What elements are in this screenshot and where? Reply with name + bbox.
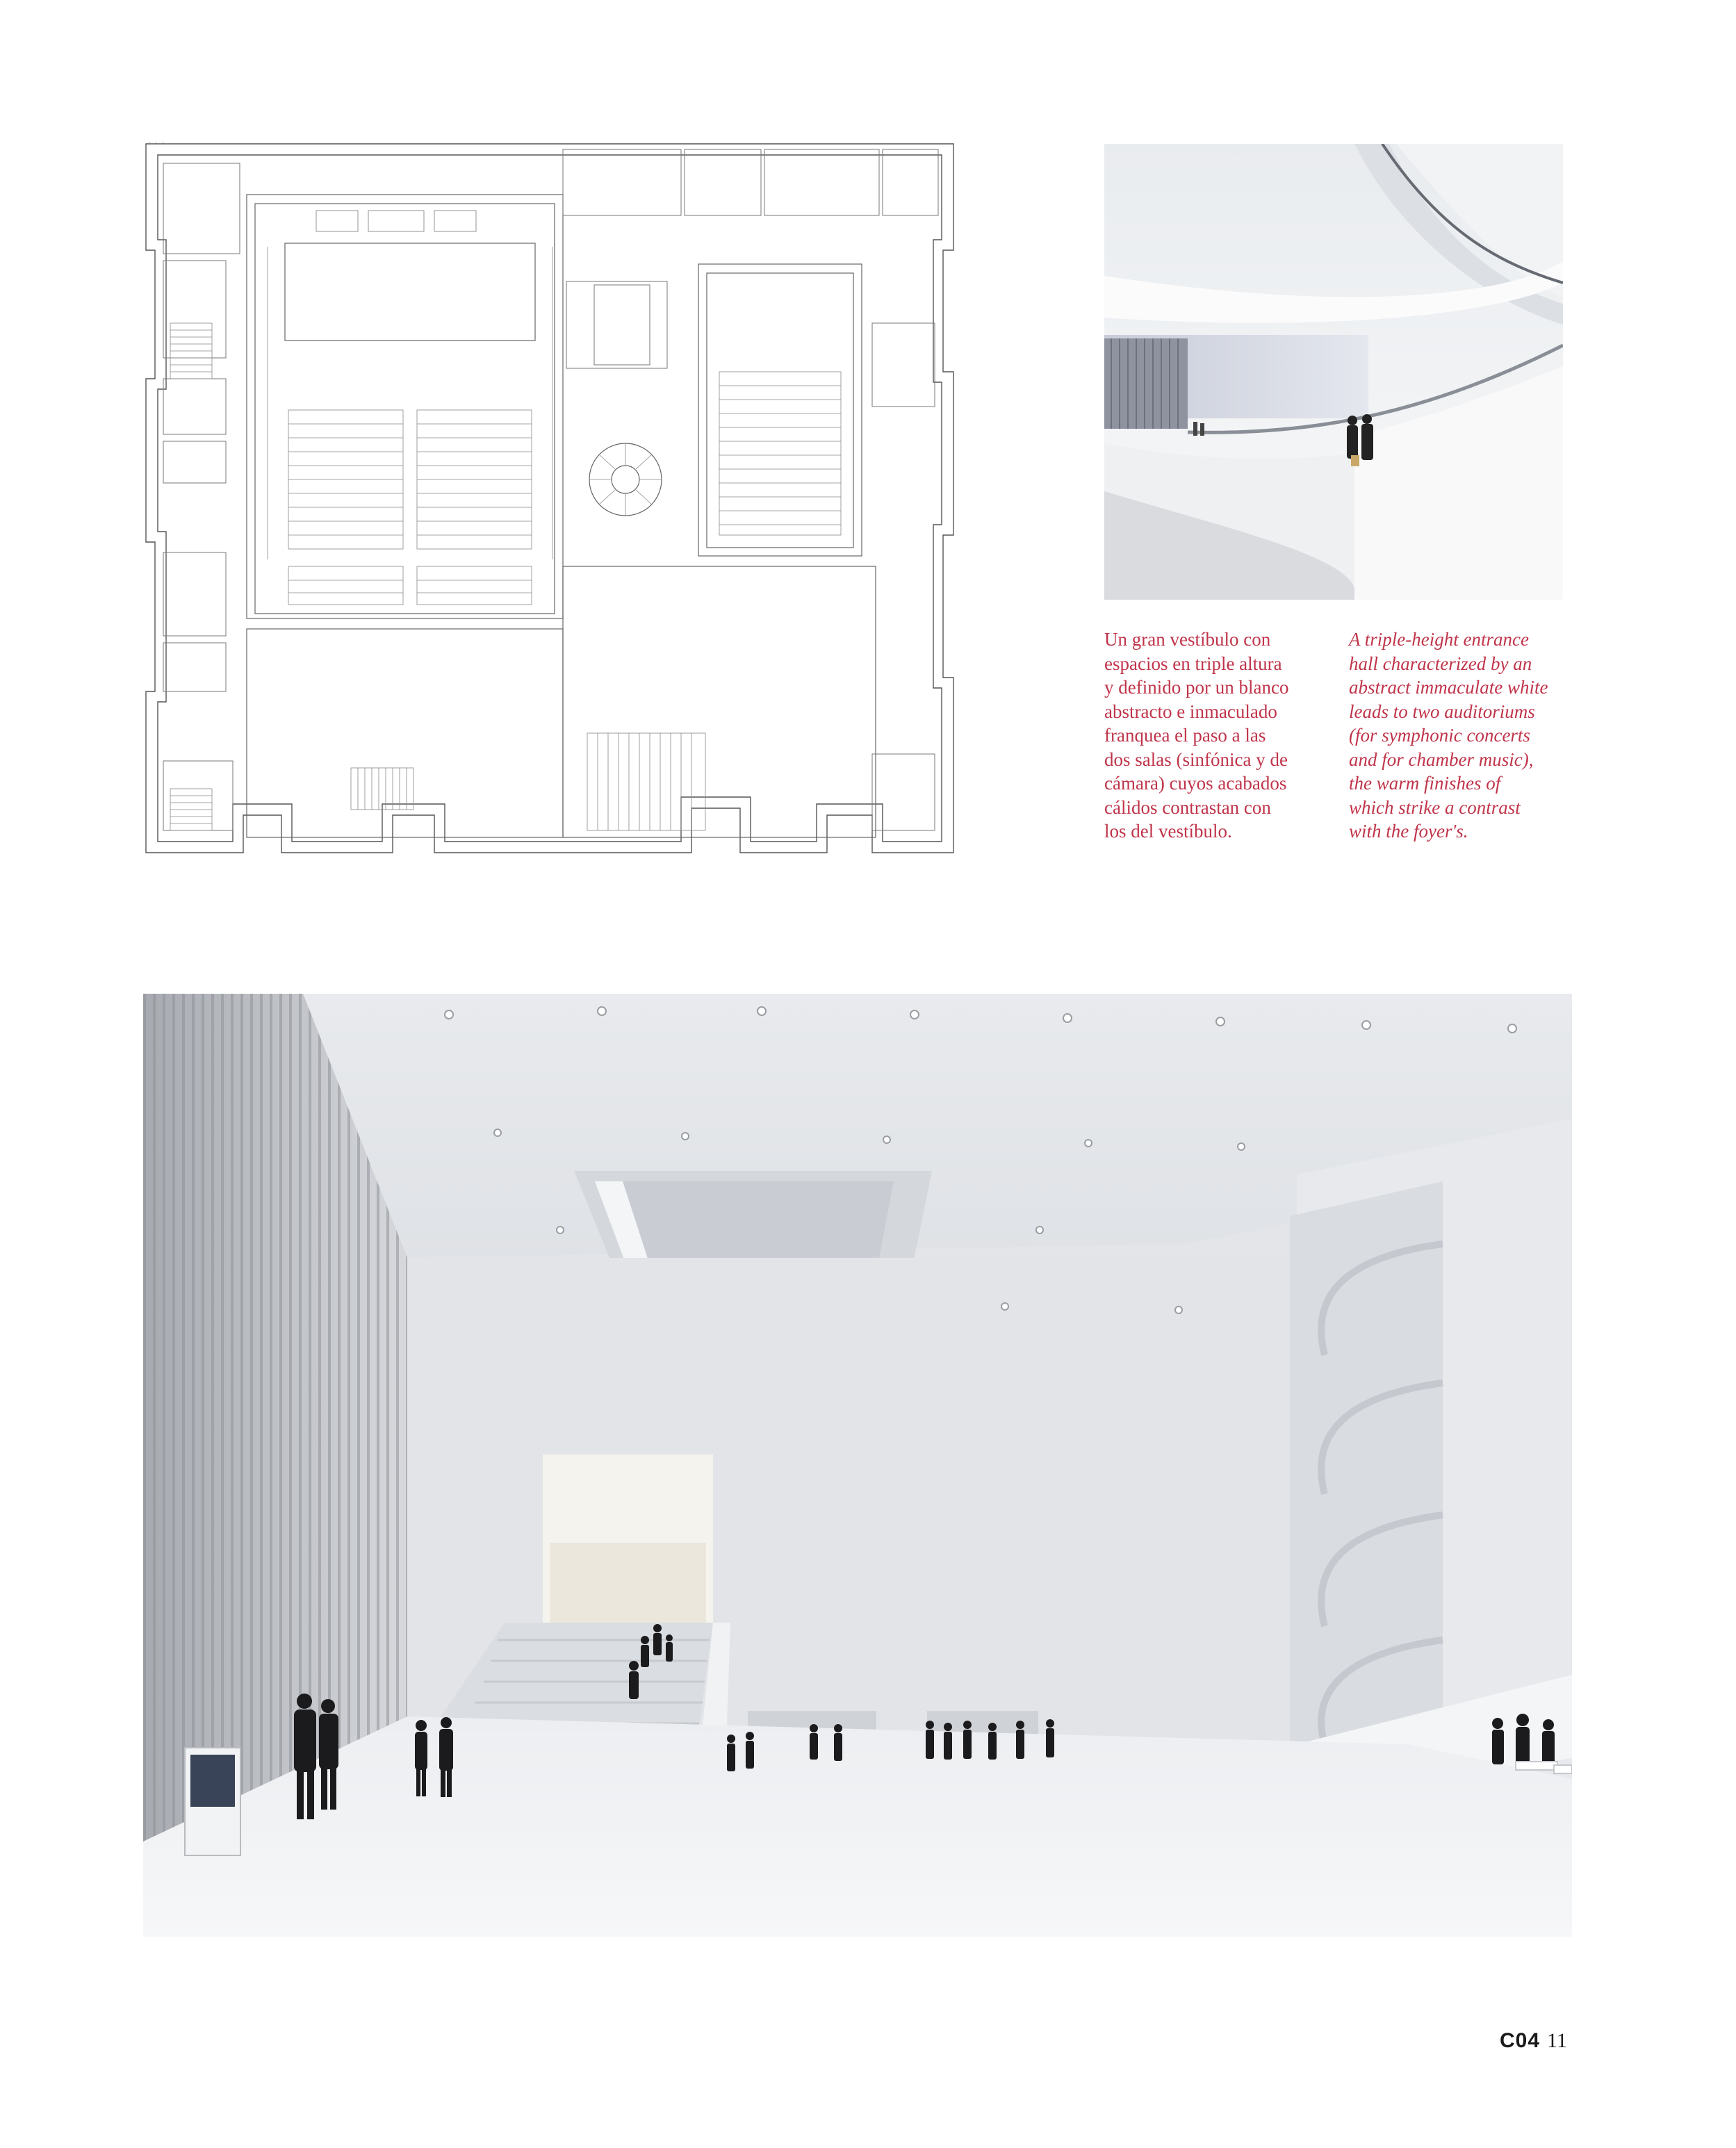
caption-english: A triple-height entrance hall characterized by an abstract immaculate white leads to two auditoriums (for symphonic concerts and for chamber music), the warm finishes of which strike a contrast with the foyer's. — [1349, 629, 1548, 842]
floor-plan-drawing — [142, 142, 959, 855]
photo-spiral-staircase — [1104, 144, 1563, 600]
photo-entrance-hall — [143, 994, 1572, 1937]
section-code: C04 — [1500, 2029, 1541, 2052]
page-folio — [1500, 2029, 1567, 2053]
page-number: 11 — [1547, 2029, 1567, 2052]
caption-spanish: Un gran vestíbulo con espacios en triple altura y definido por un blanco abstracto e inmaculado franquea el paso a las dos salas (sinfónica y de cámara) cuyos acabados cálidos contrastan con los del vestíbulo. — [1104, 629, 1289, 842]
